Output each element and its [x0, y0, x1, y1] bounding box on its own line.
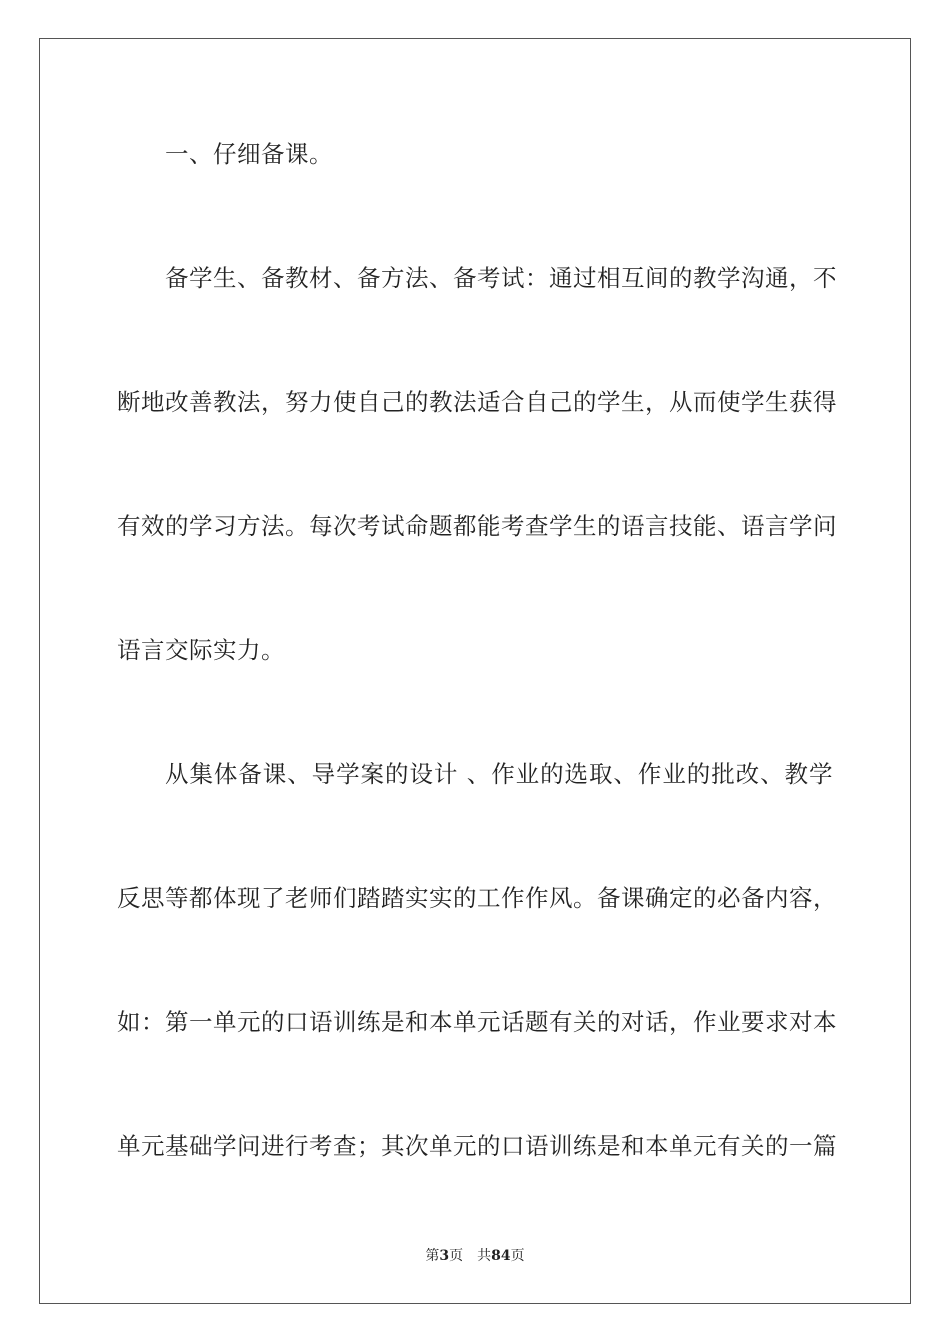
page-footer [0, 1247, 950, 1265]
paragraph-line: 从集体备课、导学案的设计 、作业的选取、作业的批改、教学 [165, 760, 833, 788]
footer-suffix: 页 [510, 1248, 525, 1264]
footer-mid: 页 共 [449, 1248, 492, 1264]
page-border [39, 38, 911, 1304]
paragraph-line: 备学生、备教材、备方法、备考试：通过相互间的教学沟通，不 [165, 264, 837, 292]
page-number: 3 [439, 1248, 450, 1264]
paragraph-line: 语言交际实力。 [117, 636, 285, 664]
paragraph-line: 反思等都体现了老师们踏踏实实的工作作风。备课确定的必备内容， [117, 884, 837, 912]
paragraph-line: 如：第一单元的口语训练是和本单元话题有关的对话，作业要求对本 [117, 1008, 837, 1036]
paragraph-line: 有效的学习方法。每次考试命题都能考查学生的语言技能、语言学问 [117, 512, 837, 540]
footer-prefix: 第 [425, 1248, 440, 1264]
page-total: 84 [491, 1248, 511, 1264]
paragraph-line: 单元基础学问进行考查；其次单元的口语训练是和本单元有关的一篇 [117, 1132, 837, 1160]
section-heading: 一、仔细备课。 [165, 140, 333, 168]
paragraph-line: 断地改善教法，努力使自己的教法适合自己的学生，从而使学生获得 [117, 388, 837, 416]
